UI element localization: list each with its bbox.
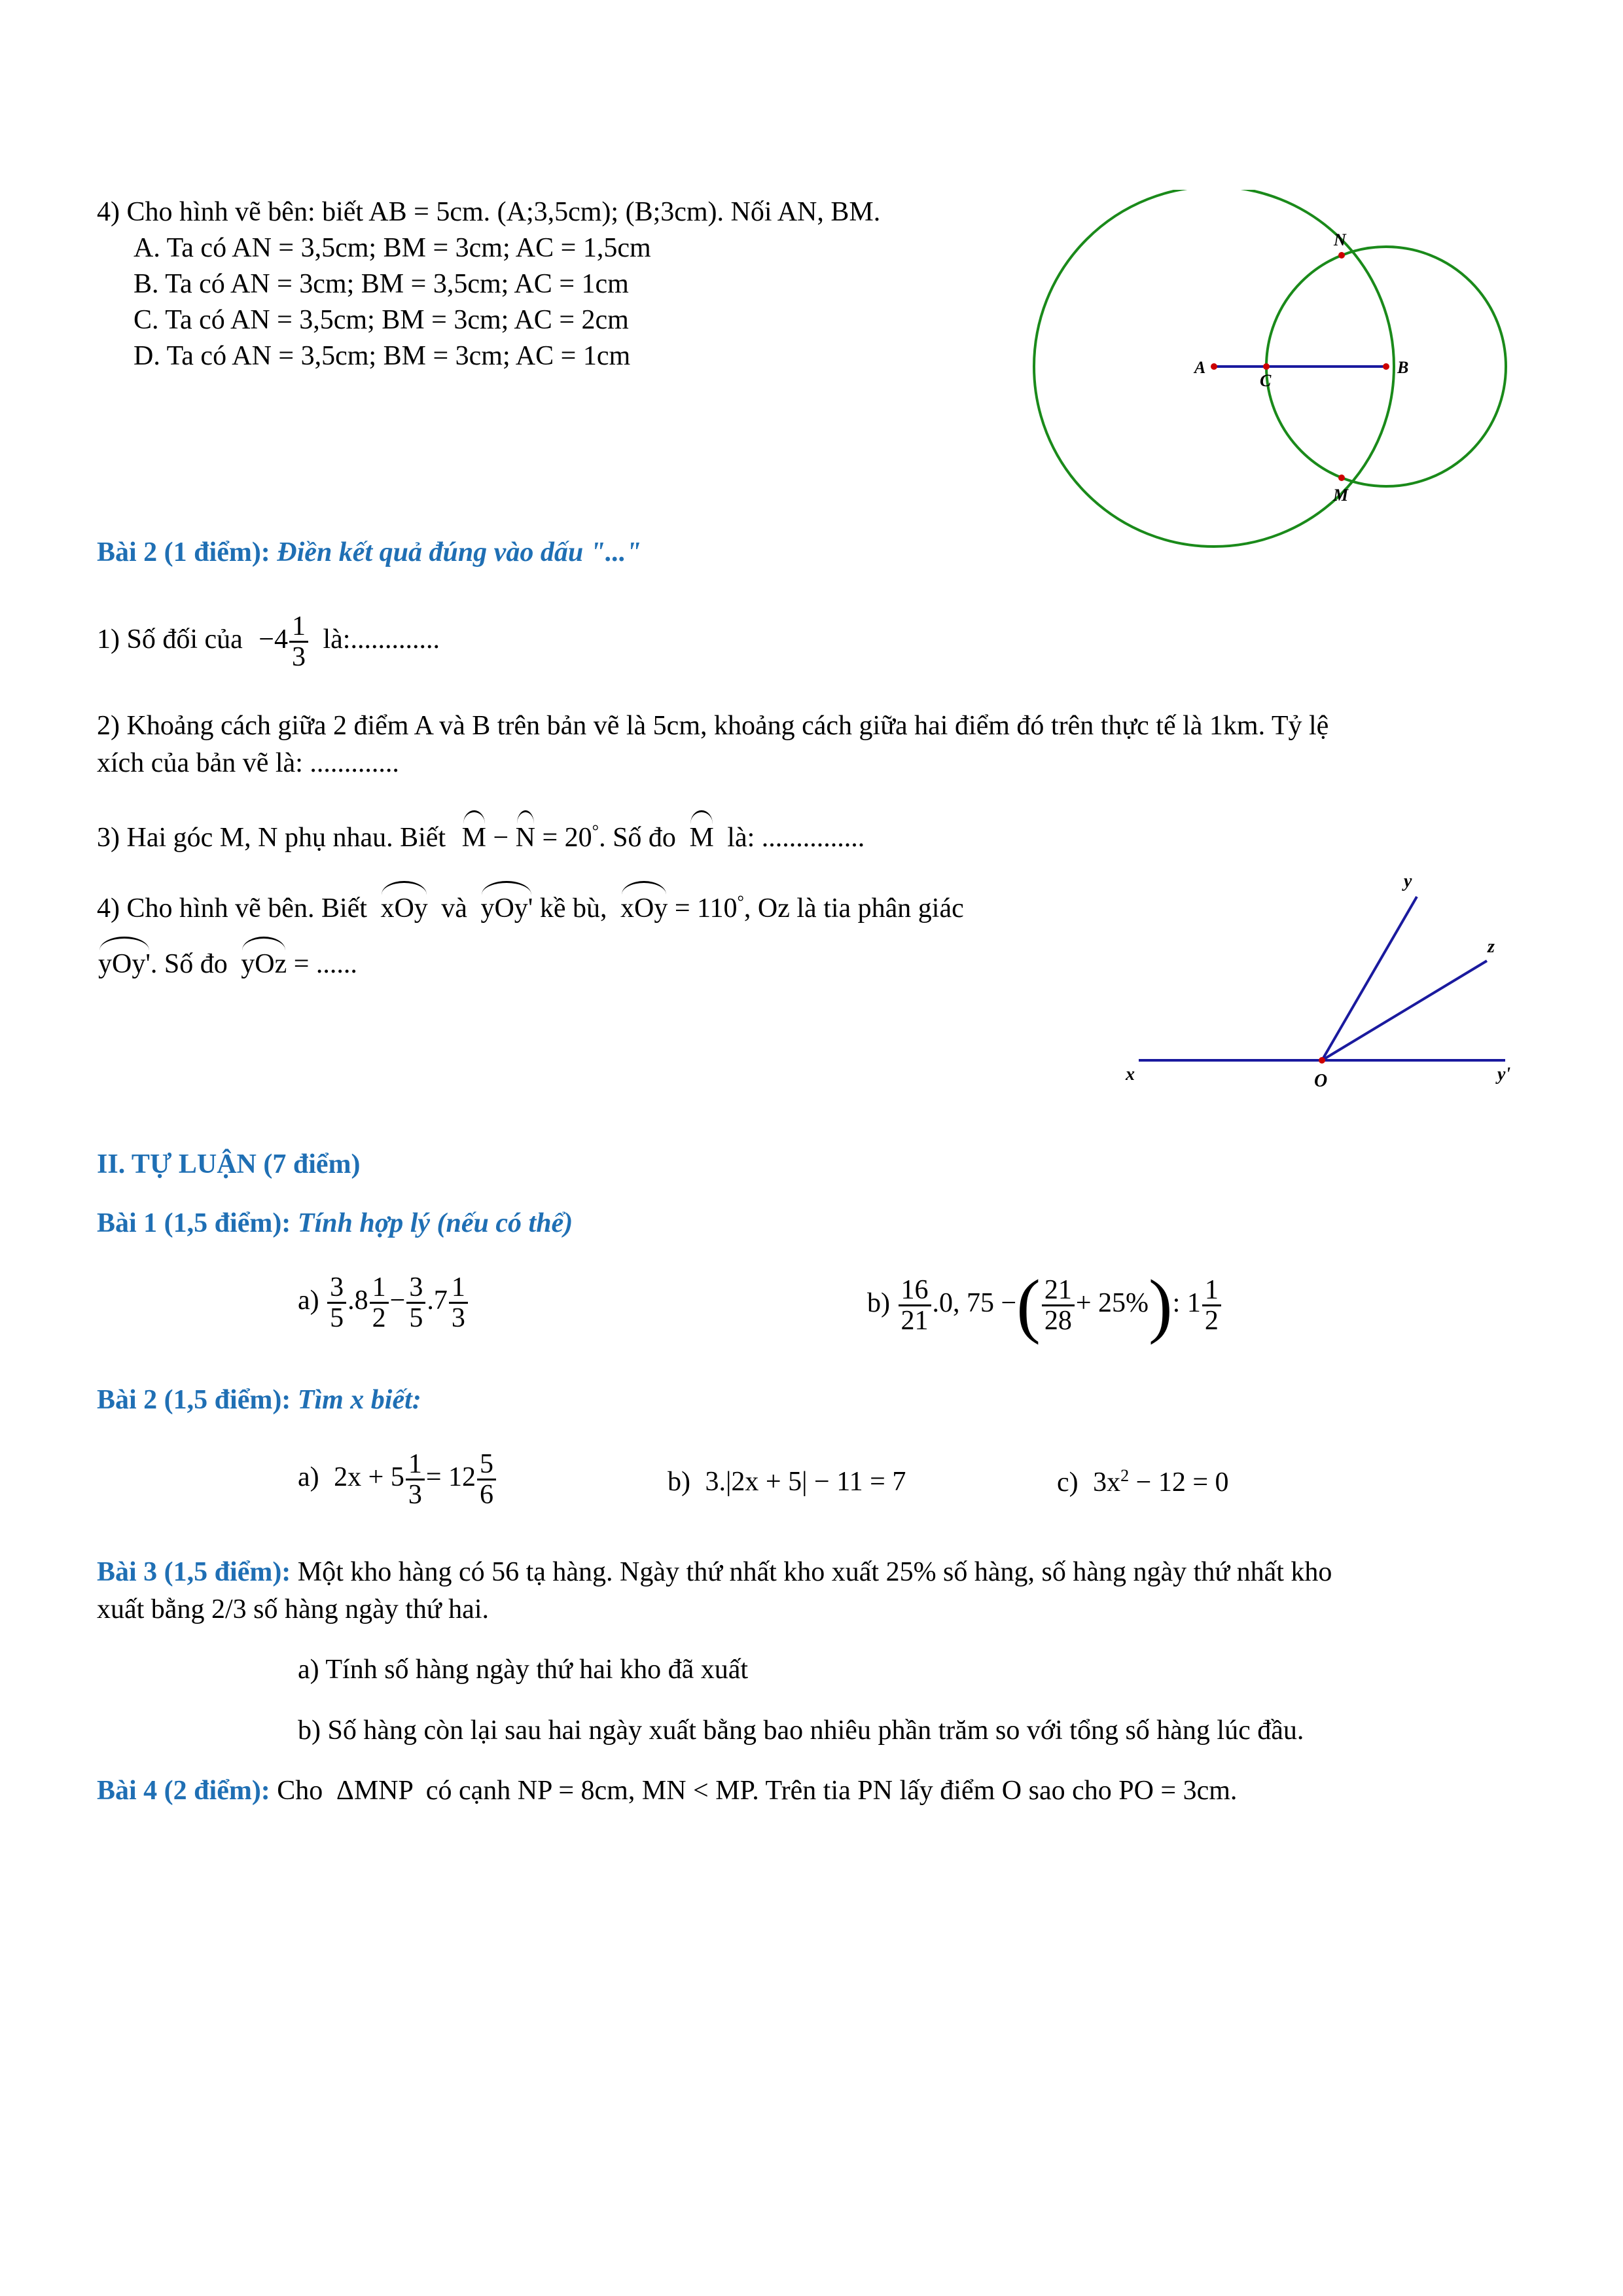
- item1-suffix: là:.............: [323, 624, 440, 655]
- bai1-a-f2-den: 2: [372, 1303, 386, 1334]
- bai2-a: [298, 1450, 497, 1509]
- bai2-b-expr: 3.|2x + 5| − 11 = 7: [705, 1467, 906, 1497]
- bai3-heading: Bài 3 (1,5 điểm):: [97, 1557, 291, 1587]
- bai2-c-label: c): [1057, 1467, 1079, 1498]
- bai1-a-f2-num: 1: [370, 1273, 389, 1304]
- angle-xoy: xOy: [380, 890, 427, 924]
- item4-prefix: 4) Cho hình vẽ bên. Biết: [97, 893, 367, 924]
- item3-degree: °: [592, 821, 599, 840]
- angle-m-2: M: [689, 819, 713, 853]
- bai1-b-f3-den: 2: [1204, 1306, 1219, 1336]
- bai2-a-label: a): [298, 1462, 319, 1493]
- bai2-c-sup: 2: [1120, 1466, 1130, 1485]
- bai2-item2-line2: xích của bản vẽ là: .............: [97, 748, 399, 778]
- label-a: A: [1194, 358, 1206, 377]
- bai4-triangle: ΔMNP: [336, 1776, 413, 1806]
- item4-kebu: kề bù,: [539, 893, 607, 924]
- bai1-b-f2-den: 28: [1044, 1306, 1072, 1336]
- angle-xoy-2: xOy: [620, 890, 668, 924]
- point-o: [1319, 1057, 1325, 1064]
- item4-eq: = 110: [674, 893, 738, 924]
- bai1-b-f1-den: 21: [901, 1306, 929, 1336]
- bai1-a-f1-num: 3: [327, 1273, 346, 1304]
- bai2-c-pre: 3x: [1093, 1467, 1121, 1498]
- bai2-a-left: 2x + 5: [334, 1462, 404, 1493]
- bai1-a-f3-num: 3: [406, 1273, 425, 1304]
- label-b: B: [1397, 358, 1409, 377]
- label-y: y: [1404, 871, 1412, 891]
- bai1-a-f4-den: 3: [451, 1303, 465, 1334]
- bai2-b: [668, 1466, 906, 1498]
- bai1-a-label: a): [298, 1285, 319, 1316]
- bai2-fill-heading-italic: Điền kết quả đúng vào dấu "...": [277, 537, 641, 567]
- bai1-a: [298, 1273, 469, 1333]
- q4-option-b: B. Ta có AN = 3cm; BM = 3,5cm; AC = 1cm: [134, 269, 629, 299]
- item3-mid: . Số đo: [599, 823, 676, 853]
- bai1-b-lparen: (: [1016, 1265, 1041, 1345]
- bai2-item4-line1: [97, 890, 964, 924]
- bai2-c-post: − 12 = 0: [1129, 1467, 1229, 1498]
- label-m: M: [1333, 486, 1349, 505]
- bai1-a-t1: .8: [348, 1285, 368, 1316]
- bai2-item3: [97, 819, 865, 853]
- item1-fraction: [289, 612, 308, 672]
- bai3-line2: xuất bằng 2/3 số hàng ngày thứ hai.: [97, 1594, 489, 1624]
- bai1-heading: [97, 1208, 573, 1239]
- item3-minus: −: [493, 823, 509, 853]
- bai4-text-pre: Cho: [277, 1776, 323, 1806]
- bai1-heading-italic: Tính hợp lý (nếu có thể): [297, 1208, 573, 1238]
- bai3-b: b) Số hàng còn lại sau hai ngày xuất bằng bao nhiêu phần trăm so với tổng số hàng lúc đầu.: [298, 1715, 1304, 1746]
- bai2-item4-line2: [98, 946, 357, 980]
- q4-stem: 4) Cho hình vẽ bên: biết AB = 5cm. (A;3,5cm); (B;3cm). Nối AN, BM.: [97, 197, 881, 227]
- bai3-a: a) Tính số hàng ngày thứ hai kho đã xuất: [298, 1655, 749, 1685]
- angle-yoy-prime-2: yOy': [98, 946, 151, 980]
- bai1-b-f3-num: 1: [1202, 1276, 1221, 1306]
- angle-m: M: [462, 819, 486, 853]
- bai2-a-f2-num: 5: [477, 1450, 496, 1480]
- bai2-a-f1-num: 1: [406, 1450, 425, 1480]
- item1-whole: −4: [259, 624, 288, 655]
- bai1-b-f2-num: 21: [1042, 1276, 1075, 1306]
- bai2-a-mid: = 12: [425, 1462, 476, 1493]
- ray-oz: [1322, 961, 1487, 1060]
- bai2-fill-heading-bold: Bài 2 (1 điểm):: [97, 537, 270, 567]
- point-c: [1263, 363, 1270, 370]
- bai2-c: [1057, 1466, 1229, 1498]
- label-o: O: [1314, 1071, 1328, 1091]
- point-a: [1211, 363, 1217, 370]
- bai1-a-f1-den: 5: [330, 1303, 344, 1334]
- bai1-a-t3: .7: [427, 1285, 448, 1316]
- item3-suffix: là: ...............: [727, 823, 865, 853]
- label-n: N: [1334, 230, 1346, 249]
- q4-option-d: D. Ta có AN = 3,5cm; BM = 3cm; AC = 1cm: [134, 341, 631, 371]
- item1-den: 3: [291, 642, 306, 673]
- item4-tail: , Oz là tia phân giác: [743, 893, 964, 924]
- bai1-a-f4-num: 1: [449, 1273, 468, 1304]
- bai2-heading: [97, 1384, 421, 1416]
- item4-degree: °: [737, 892, 744, 911]
- bai2-heading-bold: Bài 2 (1,5 điểm):: [97, 1385, 291, 1415]
- item4-sodo: . Số đo: [150, 949, 228, 979]
- circles-figure: [1021, 190, 1538, 556]
- angle-figure: [1106, 870, 1531, 1093]
- bai1-b-f1-num: 16: [899, 1276, 931, 1306]
- bai4-line: [97, 1775, 1237, 1806]
- label-x: x: [1126, 1064, 1135, 1085]
- point-b: [1383, 363, 1389, 370]
- bai1-b-t3: : 1: [1172, 1288, 1201, 1319]
- bai2-item1: [97, 612, 440, 672]
- label-z: z: [1488, 937, 1495, 957]
- bai2-b-label: b): [668, 1467, 690, 1497]
- point-m: [1338, 475, 1345, 481]
- point-n: [1338, 252, 1345, 259]
- bai3-text-1: Một kho hàng có 56 tạ hàng. Ngày thứ nhất kho xuất 25% số hàng, số hàng ngày thứ nhất kho: [297, 1557, 1332, 1587]
- item3-prefix: 3) Hai góc M, N phụ nhau. Biết: [97, 823, 446, 853]
- angle-yoy-prime: yOy': [480, 890, 533, 924]
- angle-n: N: [516, 819, 535, 853]
- q4-option-c: C. Ta có AN = 3,5cm; BM = 3cm; AC = 2cm: [134, 305, 629, 335]
- item4-end: = ......: [293, 949, 357, 979]
- q4-option-a: A. Ta có AN = 3,5cm; BM = 3cm; AC = 1,5cm: [134, 233, 651, 263]
- bai4-text-post: có cạnh NP = 8cm, MN < MP. Trên tia PN lấy điểm O sao cho PO = 3cm.: [425, 1776, 1238, 1806]
- bai1-a-f3-den: 5: [409, 1303, 423, 1334]
- bai2-a-f2-den: 6: [480, 1480, 494, 1511]
- bai4-heading: Bài 4 (2 điểm):: [97, 1776, 270, 1806]
- bai2-a-f1-den: 3: [408, 1480, 422, 1511]
- label-y-prime: y': [1497, 1064, 1511, 1085]
- bai1-b-rparen: ): [1149, 1265, 1173, 1345]
- label-c: C: [1260, 371, 1272, 390]
- bai1-b: [867, 1265, 1222, 1345]
- bai2-fill-heading: [97, 537, 641, 568]
- bai1-b-t1: .0, 75 −: [932, 1288, 1017, 1319]
- item1-num: 1: [289, 612, 308, 643]
- item4-and: và: [441, 893, 467, 924]
- item1-prefix: 1) Số đối của: [97, 624, 243, 655]
- part2-heading: II. TỰ LUẬN (7 điểm): [97, 1149, 361, 1179]
- bai1-b-label: b): [867, 1288, 890, 1319]
- ray-oy: [1322, 897, 1417, 1060]
- bai1-heading-bold: Bài 1 (1,5 điểm):: [97, 1208, 291, 1238]
- item3-eq: = 20: [542, 823, 592, 853]
- bai1-a-t2: −: [389, 1285, 406, 1316]
- bai2-item2-line1: 2) Khoảng cách giữa 2 điểm A và B trên bản vẽ là 5cm, khoảng cách giữa hai điểm đó trên thực tế là 1km. Tỷ lệ: [97, 711, 1329, 741]
- angle-yoz: yOz: [241, 946, 287, 980]
- bai1-b-t2: + 25%: [1075, 1288, 1149, 1319]
- bai3-line1: [97, 1556, 1332, 1588]
- bai2-heading-italic: Tìm x biết:: [297, 1385, 421, 1415]
